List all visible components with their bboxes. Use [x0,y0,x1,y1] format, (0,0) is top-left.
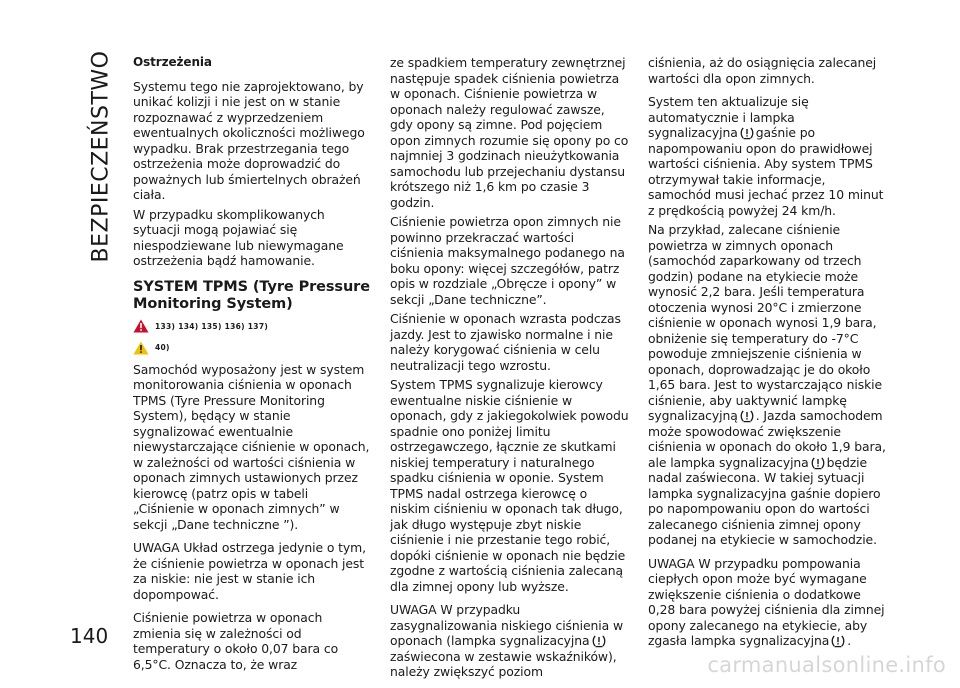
warnings-heading: Ostrzeżenia [133,55,212,69]
paragraph: ciśnienia, aż do osiągnięcia zalecanej wartości dla opon zimnych. [648,55,877,86]
text-fragment: będzie nadal zaświecona. W takiej sytuacji lampka sygnalizacyjna gaśnie dopiero po napompowaniu opon do wartości zalecanego ciśnienia zimnej opony podanej na etykiecie w samochodzie. [648,454,881,547]
tpms-warning-icon [740,409,754,423]
paragraph: Samochód wyposażony jest w system monitorowania ciśnienia w oponach TPMS (Tyre Pressure Monitoring System), będący w stanie sygnalizować ewentualnie niewystarczające ciśnienie w oponach, w zależności od wartości ciśnienia w oponach zimnych ustawionych przez kierowcę (patrz opis w tabeli „Ciśnienie w oponach zimnych” w sekcji „Dane techniczne ”). [133,361,370,532]
section-side-title: BEZPIECZEŃSTWO [88,50,114,263]
caution-triangle-icon [133,341,149,355]
caution-refs: 40) [155,343,170,352]
page-number: 140 [70,624,109,648]
section-side-title-wrap [76,44,126,269]
paragraph: Ciśnienie w oponach wzrasta podczas jazdy. Jest to zjawisko normalne i nie należy korygować ciśnienia w celu neutralizacji tego wzrostu. [390,311,621,373]
paragraph: W przypadku skomplikowanych sytuacji mogą pojawiać się niespodziewane lub niewymagane ostrzeżenia bądź hamowanie. [133,206,344,268]
text-column-1 [133,55,373,680]
text-fragment: UWAGA W przypadku pompowania ciepłych opon może być wymagane zwiększenie ciśnienia o dodatkowe 0,28 bara powyżej ciśnienia dla zimnej opony zalecanego na etykiecie, aby zgasła lampka sygnalizacyjna [648,555,885,648]
text-fragment: Na przykład, zalecane ciśnienie powietrza w zimnych oponach (samochód zaparkowany od trzech godzin) podane na etykiecie może wynosić 2,2 bara. Jeśli temperatura otoczenia wynosi 20°C i zmierzone ciśnienie w oponach wynosi 1,9 bara, obniżenie się temperatury do -7°C powoduje zmniejszenie ciśnienia w oponach, doprowadzając je do około 1,65 bara. Jest to wystarczająco niskie ciśnienie, aby uaktywnić lampkę sygnalizacyjną [648,222,883,423]
paragraph: UWAGA Układ ostrzega jedynie o tym, że ciśnienie powietrza w oponach jest za niskie: nie jest w stanie ich dopompować. [133,540,366,602]
tpms-warning-icon [831,634,845,648]
paragraph: Systemu tego nie zaprojektowano, by unikać kolizji i nie jest on w stanie rozpoznawać z wyprzedzeniem ewentualnych okoliczności możliwego wypadku. Brak przestrzegania tego ostrzeżenia może doprowadzić do poważnych lub śmiertelnych obrażeń ciała. [133,78,365,202]
section-title: SYSTEM TPMS (Tyre Pressure Monitoring System) [133,278,370,312]
paragraph [390,602,630,680]
paragraph [648,94,888,218]
tpms-warning-icon [740,126,754,140]
text-column-2 [390,55,630,688]
warning-triangle-icon [133,319,149,333]
paragraph: Ciśnienie powietrza w oponach zmienia się w zależności od temperatury o około 0,07 bara co 6,5°C. Oznacza to, że wraz [133,610,339,672]
paragraph: ze spadkiem temperatury zewnętrznej następuje spadek ciśnienia powietrza w oponach. Ciśnienie powietrza w oponach należy regulować zawsze, gdy opony są zimne. Pod pojęciem opon zimnych rozumie się opony po co najmniej 3 godzinach nieużytkowania samochodu lub przejechaniu dystansu krótszego niż 1,6 km po czasie 3 godzin. [390,55,629,210]
text-fragment: System ten aktualizuje się automatycznie i lampka sygnalizacyjna [648,94,809,140]
text-fragment: gaśnie po napompowaniu opon do prawidłowej wartości ciśnienia. Aby system TPMS otrzymywał takie informacje, samochód musi jechać przez 10 minut z prędkością powyżej 24 km/h. [648,125,884,218]
paragraph: Ciśnienie powietrza opon zimnych nie powinno przekraczać wartości ciśnienia maksymalnego podanego na boku opony: więcej szczegółów, patrz opis w rozdziale „Obręcze i opony” w sekcji „Dane techniczne”. [390,214,625,307]
warning-refs: 133) 134) 135) 136) 137) [155,321,269,331]
text-fragment: . [847,633,852,648]
text-fragment: . Jazda samochodem może spowodować zwiększenie ciśnienia w oponach do około 1,9 bara, ale lampka sygnalizacyjna [648,408,886,470]
paragraph: System TPMS sygnalizuje kierowcy ewentualne niskie ciśnienie w oponach, gdy z jakiegokolwiek powodu spadnie ono poniżej limitu ostrzegawczego, łącznie ze skutkami niskiej temperatury i naturalnego spadku ciśnienia w oponie. System TPMS nadal ostrzega kierowcę o niskim ciśnieniu w oponach tak długo, jak długo występuje zbyt niskie ciśnienie i nie przestanie tego robić, dopóki ciśnienie w oponach nie będzie zgodne z wartością ciśnienia zalecaną dla zimnej opony lub wyższe. [390,377,629,594]
caution-refs-row [133,340,373,356]
tpms-warning-icon [811,456,825,470]
text-column-3 [648,55,888,657]
text-fragment: UWAGA W przypadku zasygnalizowania niskiego ciśnienia w oponach (lampka sygnalizacyjna [390,602,623,648]
paragraph [648,222,888,548]
watermark: carmanualsonline.info [707,653,946,677]
tpms-warning-icon [592,634,606,648]
text-fragment: zaświecona w zestawie wskaźników), należy zwiększyć poziom [390,648,617,679]
paragraph [648,556,888,649]
warning-refs-row [133,319,373,335]
